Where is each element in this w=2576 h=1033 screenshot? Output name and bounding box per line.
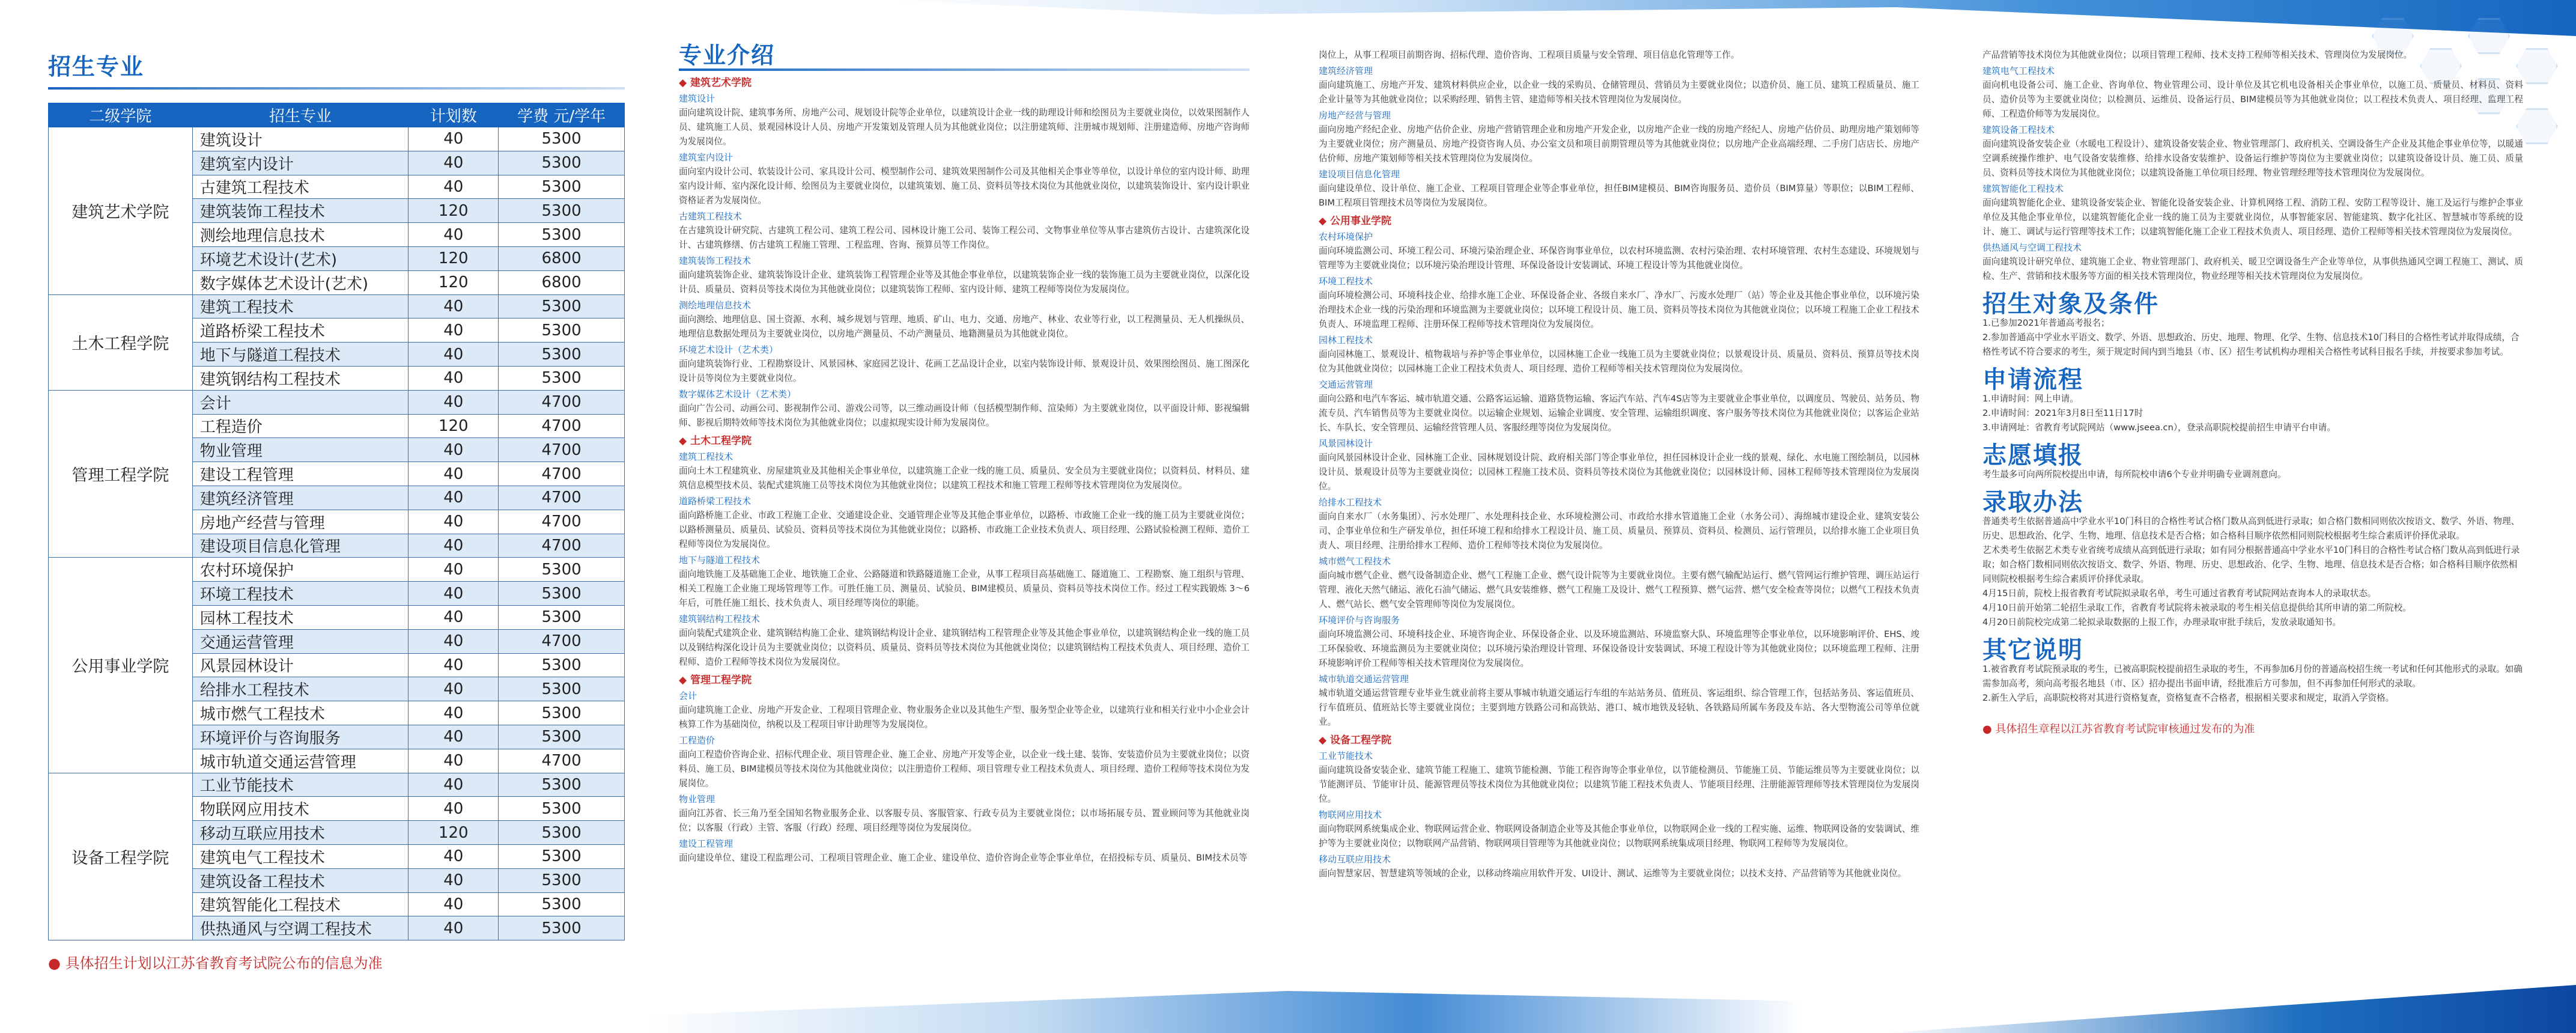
plan-cell: 40 xyxy=(409,366,499,390)
major-description: 城市轨道交通运营管理专业毕业生就业前将主要从事城市轨道交通运行车组的车站站务员、值班员、客运组织、综合管理工作，包括站务员、客运值班员、行车值班员、值班站长等主要就业岗位；主要到地方铁路公司和高铁站、港口、城市地铁及轻轨、各铁路局所属车务段及车站、各大型物流公司等单位就业。 xyxy=(1319,688,1919,727)
major-description: 面向建筑设备安装企业（水暖电工程设计）、建筑设备安装企业、物业管理部门、政府机关、空调设备生产企业及其他企事业单位等，以暖通空调系统操作维护、电气设备安装维修、给排水设备安装维护、设备运行维护等岗位为主要就业岗位；以建筑设备设计员、施工员、质量员、资料员等技术岗位为其他就业岗位；以建筑设备施工单位项目经理、物业管理经理等技术管理岗位为发展岗位。 xyxy=(1982,139,2523,178)
fee-cell: 5300 xyxy=(499,343,625,367)
fee-cell: 4700 xyxy=(499,749,625,773)
major-heading: 建筑电气工程技术 xyxy=(1982,66,2055,76)
major-heading: 给排水工程技术 xyxy=(1319,497,1382,508)
intro-column-3 xyxy=(1982,48,2523,737)
major-cell: 测绘地理信息技术 xyxy=(192,223,409,247)
table-row xyxy=(49,294,625,318)
major-cell: 交通运营管理 xyxy=(192,629,409,653)
plan-cell: 40 xyxy=(409,343,499,367)
fee-cell: 5300 xyxy=(499,175,625,199)
major-heading: 工程造价 xyxy=(679,735,715,746)
major-cell: 建筑室内设计 xyxy=(192,151,409,175)
plan-cell: 120 xyxy=(409,414,499,438)
section-line: 2.新生入学后，高职院校将对其进行资格复查，资格复查不合格者，根据相关要求和规定，取消入学资格。 xyxy=(1982,693,2395,703)
plan-cell: 40 xyxy=(409,701,499,725)
section-body xyxy=(1982,392,2523,435)
major-heading: 建设工程管理 xyxy=(679,838,734,849)
major-heading: 会计 xyxy=(679,690,697,701)
section-line: 4月20日前院校完成第二轮拟录取数据的上报工作，办理录取审批手续后，发放录取通知书。 xyxy=(1982,617,2342,627)
major-heading: 道路桥梁工程技术 xyxy=(679,496,752,507)
major-heading: 建筑设备工程技术 xyxy=(1982,124,2055,135)
major-cell: 物联网应用技术 xyxy=(192,797,409,821)
major-description: 面向建筑装饰企业、建筑装饰设计企业、建筑装饰工程管理企业等及其他企事业单位，以建筑装饰企业一线的装饰施工员为主要就业岗位，以深化设计员、质量员、资料员等技术岗位为其他就业岗位；以建筑装饰工程师、室内设计师、建筑工程师等岗位为发展岗位。 xyxy=(679,270,1250,294)
title-divider xyxy=(48,87,625,90)
plan-cell: 40 xyxy=(409,127,499,151)
plan-cell: 40 xyxy=(409,629,499,653)
section-line: 普通类考生依据普通高中学业水平10门科目的合格性考试合格门数从高到低进行录取；如合格门数相同则依次按语文、数学、外语、物理、历史、思想政治、化学、生物、地理、信息技术是否合格；如合格科目顺序依然相同则院校根据考生综合素质评价择优录取。 xyxy=(1982,516,2520,541)
title-divider xyxy=(679,69,1250,71)
fee-cell: 5300 xyxy=(499,605,625,629)
major-description: 面向环境监测公司、环境工程公司、环境污染治理企业、环保咨询事业单位，以农村环境监测、农村污染治理、农村环境管理、农村生态建设、环境规划与管理等为主要就业岗位；以环境污染治理设计管理、环保设备设计安装调试、环境工程设计等为其他就业岗位。 xyxy=(1319,246,1919,270)
major-heading: 工业节能技术 xyxy=(1319,751,1373,761)
major-cell: 建筑钢结构工程技术 xyxy=(192,366,409,390)
fee-cell: 5300 xyxy=(499,773,625,797)
major-cell: 建筑工程技术 xyxy=(192,294,409,318)
table-row xyxy=(49,127,625,151)
major-cell: 建筑智能化工程技术 xyxy=(192,892,409,916)
fee-cell: 4700 xyxy=(499,462,625,486)
major-description: 面向建设单位、建设工程监理公司、工程项目管理企业、施工企业、建设单位、造价咨询企业等企事业单位，在招投标专员、质量员、BIM技术员等 xyxy=(679,853,1248,863)
major-description: 面向智慧家居、智慧建筑等领域的企业，以移动终端应用软件开发、UI设计、测试、运维等为主要就业岗位；以技术支持、产品营销等为其他就业岗位。 xyxy=(1319,868,1907,879)
major-cell: 物业管理 xyxy=(192,438,409,462)
section-heading: 其它说明 xyxy=(1982,636,2083,664)
major-description: 面向装配式建筑企业、建筑钢结构施工企业、建筑钢结构设计企业、建筑钢结构工程管理企业等及其他企事业单位，以建筑钢结构企业一线的施工员以及钢结构深化设计员为主要就业岗位；以资料员、质量员、资料员等技术岗位为其他就业岗位；以建筑钢结构工程技术负责人、项目经理、造价工程师、造价工程师等技术岗位为发展岗位。 xyxy=(679,628,1250,667)
fee-cell: 5300 xyxy=(499,151,625,175)
major-description: 面向江苏省、长三角乃至全国知名物业服务企业、以客服专员、客服管家、行政专员为主要就业岗位；以市场拓展专员、置业顾问等为其他就业岗位；以客服（行政）主管、客服（行政）经理、项目经理等岗位为发展岗位。 xyxy=(679,808,1250,833)
major-heading: 数字媒体艺术设计（艺术类） xyxy=(679,389,797,400)
major-heading: 古建筑工程技术 xyxy=(679,211,743,222)
plan-cell: 40 xyxy=(409,677,499,701)
fee-cell: 5300 xyxy=(499,366,625,390)
major-cell: 房地产经营与管理 xyxy=(192,510,409,534)
major-description: 面向建筑智能化企业、建筑设备安装企业、智能化设备安装企业、计算机网络工程、消防工程、安防工程等设计、施工及运行与维护企事业单位及其他企事业单位，以建筑智能化企业一线的施工员为主要就业岗位，从事智能家居、智能建筑、数字化社区、智慧城市等系统的设计、施工、调试与运行管理等技术工作；以建筑智能化施工企业工程技术负责人、项目经理、造价工程师等相关技术管理岗位为发展岗位。 xyxy=(1982,198,2523,237)
section-heading: 申请流程 xyxy=(1982,366,2083,394)
major-cell: 建设工程管理 xyxy=(192,462,409,486)
fee-cell: 4700 xyxy=(499,390,625,414)
fee-cell: 5300 xyxy=(499,318,625,343)
fee-cell: 4700 xyxy=(499,629,625,653)
intro-title: 专业介绍 xyxy=(679,42,776,69)
intro-column-2 xyxy=(1319,48,1919,881)
plan-cell: 40 xyxy=(409,151,499,175)
plan-cell: 40 xyxy=(409,175,499,199)
plan-cell: 120 xyxy=(409,246,499,270)
fee-cell: 5300 xyxy=(499,199,625,223)
fee-cell: 4700 xyxy=(499,486,625,510)
major-heading: 物业管理 xyxy=(679,794,715,805)
plan-cell: 40 xyxy=(409,844,499,868)
fee-cell: 5300 xyxy=(499,916,625,940)
table-header-row xyxy=(49,103,625,127)
major-cell: 环境工程技术 xyxy=(192,582,409,606)
major-cell: 古建筑工程技术 xyxy=(192,175,409,199)
plan-cell: 40 xyxy=(409,605,499,629)
major-description: 面向工程造价咨询企业、招标代理企业、项目管理企业、施工企业、房地产开发等企业，以企业一线土建、装饰、安装造价员为主要就业岗位；以资料员、施工员、BIM建模员等技术岗位为其他就业岗位；以注册造价工程师、项目管理专业工程技术负责人、项目经理、造价工程师等技术岗位为发展岗位。 xyxy=(679,749,1250,788)
major-description: 面向城市燃气企业、燃气设备制造企业、燃气工程施工企业、燃气设计院等为主要就业岗位。主要有燃气输配站运行、燃气管网运行维护管理、调压站运行管理、液化天然气储运、液化石油气储运、燃气具安装维修、燃气工程施工及设计、燃气工程预算、燃气运营、燃气安全检查等岗位；以燃气工程技术负责人、燃气站长、燃气安全管理师等岗位为发展岗位。 xyxy=(1319,570,1919,609)
majors-table xyxy=(48,103,625,940)
college-cell: 管理工程学院 xyxy=(49,390,193,558)
major-heading: 地下与隧道工程技术 xyxy=(679,555,761,565)
section-body xyxy=(1982,662,2523,705)
major-description: 面向环境监测公司、环境科技企业、环境咨询企业、环保设备企业、以及环境监测站、环境监察大队、环境监理等企事业单位，以环境影响评价、EHS、竣工环保验收、环境监测员为主要就业岗位；以环境污染治理设计管理、环保设备设计安装调试、环境工程设计等为其他就业岗位；以环境监理工程师、注册环境影响评价工程师等相关技术管理岗位为发展岗位。 xyxy=(1319,629,1919,668)
major-heading: 建筑钢结构工程技术 xyxy=(679,614,761,624)
major-description: 面向建筑装饰行业、工程勘察设计、风景园林、家庭园艺设计、花画工艺品设计企业，以室内装饰设计师、景观设计员、效果图绘图员、施工图深化设计员等岗位为主要就业岗位。 xyxy=(679,359,1250,383)
major-description: 面向路桥施工企业、市政工程施工企业、交通建设企业、交通管理企业等及其他企事业单位，以路桥、市政施工企业一线的施工员为主要就业岗位；以路桥测量员、质量员、试验员、资料员等技术岗位为其他就业岗位；以路桥、市政施工企业技术负责人、项目经理、公路试验检测工程师、造价工程师等岗位为发展岗位。 xyxy=(679,510,1250,549)
section-line: 4月15日前，院校上报省教育考试院拟录取名单，考生可通过省教育考试院网站查询本人的录取状态。 xyxy=(1982,588,2377,599)
major-heading: 移动互联应用技术 xyxy=(1319,854,1391,865)
plan-footnote: ● 具体招生计划以江苏省教育考试院公布的信息为准 xyxy=(48,955,383,972)
header-major: 招生专业 xyxy=(192,103,409,127)
section-line: 1.被省教育考试院预录取的考生，已被高职院校提前招生录取的考生，不再参加6月份的普通高校招生统一考试和任何其他形式的录取。如确需参加高考，须向高考报名地县（市、区）招办提出书面申请，经批准后方可参加，但不再参加任何形式的录取。 xyxy=(1982,664,2523,689)
section-body xyxy=(1982,514,2523,630)
major-heading: 建筑设计 xyxy=(679,93,715,104)
major-cell: 移动互联应用技术 xyxy=(192,821,409,845)
major-description: 面向测绘、地理信息、国土资源、水利、城乡规划与管理、地质、矿山、电力、交通、房地产、林业、农业等行业，以工程测量员、无人机操纵员、地理信息数据处理员为主要就业岗位，以房地产测量员、不动产测量员、地籍测量员为其他就业岗位。 xyxy=(679,314,1250,339)
section-line: 4月10日前开始第二轮招生录取工作，省教育考试院将未被录取的考生相关信息提供给其所申请的第二所院校。 xyxy=(1982,603,2411,613)
major-description: 面向建筑设计研究单位、建筑施工企业、物业管理部门、政府机关、暖卫空调设备生产企业等单位，从事供热通风空调工程施工、测试、质检、生产、营销和技术服务等方面的相关技术管理岗位，物业经理等相关技术管理岗位为发展岗位。 xyxy=(1982,257,2523,281)
plan-cell: 40 xyxy=(409,223,499,247)
major-cell: 建筑设计 xyxy=(192,127,409,151)
major-heading: 建筑装饰工程技术 xyxy=(679,255,752,266)
fee-cell: 5300 xyxy=(499,677,625,701)
header-plan: 计划数 xyxy=(409,103,499,127)
major-cell: 农村环境保护 xyxy=(192,558,409,582)
plan-cell: 40 xyxy=(409,725,499,749)
major-description: 面向风景园林设计企业、园林施工企业、园林规划设计院、政府相关部门等企事业单位，担任园林设计企业一线的景观、绿化、水电施工图绘制员，以园林设计员、景观设计员等为主要就业岗位；以园林工程施工技术员、资料员等技术岗位为其他就业岗位；以园林设计师、园林工程师等技术管理岗位为发展岗位。 xyxy=(1319,453,1919,492)
major-description: 面向机电设备公司、施工企业、咨询单位、物业管理公司、设计单位及其它机电设备相关企事业单位，以施工员、质量员、材料员、资料员、造价员等为主要就业岗位；以检测员、运维员、设备运行员、BIM建模员等为其他就业岗位；以工程技术负责人、项目经理、监理工程师、工程造价师等为发展岗位。 xyxy=(1982,80,2523,119)
fee-cell: 5300 xyxy=(499,821,625,845)
plan-cell: 40 xyxy=(409,653,499,677)
fee-cell: 4700 xyxy=(499,510,625,534)
major-description: 面向土木工程建筑业、房屋建筑业及其他相关企事业单位，以建筑施工企业一线的施工员、质量员、安全员为主要就业岗位；以资料员、材料员、建筑信息模型技术员、装配式建筑施工员等技术岗位为其他就业岗位；以建筑工程技术和施工管理工程师等技术管理岗位为发展岗位。 xyxy=(679,466,1250,490)
major-cell: 数字媒体艺术设计(艺术) xyxy=(192,270,409,294)
major-cell: 建设项目信息化管理 xyxy=(192,534,409,558)
fee-cell: 6800 xyxy=(499,246,625,270)
plan-cell: 40 xyxy=(409,892,499,916)
major-cell: 建筑装饰工程技术 xyxy=(192,199,409,223)
major-heading: 建筑室内设计 xyxy=(679,152,734,163)
major-cell: 工程造价 xyxy=(192,414,409,438)
major-heading: 环境艺术设计（艺术类） xyxy=(679,344,779,355)
fee-cell: 5300 xyxy=(499,868,625,892)
major-cell: 给排水工程技术 xyxy=(192,677,409,701)
major-cell: 道路桥梁工程技术 xyxy=(192,318,409,343)
college-heading: ◆ 公用事业学院 xyxy=(1319,215,1391,227)
major-description: 面向房地产经纪企业、房地产估价企业、房地产营销管理企业和房地产开发企业，以房地产企业一线的房地产经纪人、房地产估价员、助理房地产策划师等为主要就业岗位；房产测量员、房地产投资咨询人员、办公室文员和项目前期管理员等为其他就业岗位；以房地产企业高端经理、二手房门店店长、房地产估价师、房地产策划师等相关技术管理岗位为发展岗位。 xyxy=(1319,124,1919,163)
college-heading: ◆ 土木工程学院 xyxy=(679,435,752,447)
fee-cell: 5300 xyxy=(499,701,625,725)
major-heading: 建筑工程技术 xyxy=(679,451,734,462)
major-cell: 会计 xyxy=(192,390,409,414)
charter-note: ● 具体招生章程以江苏省教育考试院审核通过发布的为准 xyxy=(1982,723,2255,736)
major-cell: 城市燃气工程技术 xyxy=(192,701,409,725)
major-cell: 建筑电气工程技术 xyxy=(192,844,409,868)
major-description: 面向园林施工、景观设计、植物栽培与养护等企事业单位，以园林施工企业一线施工员为主要就业岗位；以景观设计员、质量员、资料员、预算员等技术岗位为其他就业岗位；以园林施工企业工程技术负责人、项目经理、造价工程师等相关技术管理岗位为发展岗位。 xyxy=(1319,349,1919,374)
major-heading: 农村环境保护 xyxy=(1319,231,1373,242)
plan-cell: 40 xyxy=(409,294,499,318)
major-cell: 地下与隧道工程技术 xyxy=(192,343,409,367)
major-heading: 环境评价与咨询服务 xyxy=(1319,615,1400,626)
major-heading: 交通运营管理 xyxy=(1319,379,1373,390)
plan-cell: 40 xyxy=(409,797,499,821)
policy-sections xyxy=(1982,290,2523,705)
section-heading: 志愿填报 xyxy=(1982,442,2083,469)
plan-cell: 120 xyxy=(409,821,499,845)
major-description: 产品营销等技术岗位为其他就业岗位；以项目管理工程师、技术支持工程师等相关技术、管理岗位为发展岗位。 xyxy=(1982,50,2413,60)
major-description: 面向广告公司、动画公司、影视制作公司、游戏公司等，以三维动画设计师（包括模型制作师、渲染师）为主要就业岗位，以平面设计师、影视编辑师、影视后期特效师等技术岗位为其他就业岗位；以虚拟现实设计师为发展岗位。 xyxy=(679,403,1250,428)
major-cell: 园林工程技术 xyxy=(192,605,409,629)
fee-cell: 4700 xyxy=(499,438,625,462)
section-line: 1.已参加2021年普通高考报名； xyxy=(1982,318,2110,328)
fee-cell: 5300 xyxy=(499,653,625,677)
major-cell: 城市轨道交通运营管理 xyxy=(192,749,409,773)
section-line: 3.申请网址：省教育考试院网站（www.jseea.cn），登录高职院校提前招生申请平台申请。 xyxy=(1982,422,2336,433)
plan-cell: 40 xyxy=(409,318,499,343)
major-cell: 工业节能技术 xyxy=(192,773,409,797)
section-line: 考生最多可向两所院校提出申请，每所院校申请6个专业并明确专业调剂意向。 xyxy=(1982,469,2286,480)
college-cell: 土木工程学院 xyxy=(49,294,193,390)
major-description: 面向物联网系统集成企业、物联网运营企业、物联网设备制造企业等及其他企事业单位，以物联网企业一线的工程实施、运维、物联网设备的安装调试、维护等为主要就业岗位；以物联网产品营销、物联网项目管理等为其他就业岗位；以物联网系统集成项目经理、物联网工程师等为发展岗位。 xyxy=(1319,824,1919,849)
major-description: 面向地铁施工及基础施工企业、地铁施工企业、公路隧道和铁路隧道施工企业，从事工程项目高基础施工、隧道施工、工程勘察、施工组织与管理、相关工程施工企业施工现场管理等工作。可胜任施工员、测量员、试验员、BIM建模员、质量员、资料员等技术岗位工作。经过工程实践锻炼 3～6 年后，可胜任施工组长、技术负责人、项目经理等岗位的职能。 xyxy=(679,569,1250,608)
table-row xyxy=(49,773,625,797)
fee-cell: 4700 xyxy=(499,534,625,558)
table-row xyxy=(49,390,625,414)
fee-cell: 5300 xyxy=(499,582,625,606)
major-heading: 城市轨道交通运营管理 xyxy=(1319,674,1409,684)
section-heading: 录取办法 xyxy=(1982,489,2083,516)
major-description: 面向自来水厂（水务集团）、污水处理厂、水处理科技企业、水环境检测公司、市政给水排水管道施工企业（水务公司）、海绵城市建设企业、建筑安装公司、企事业单位和生产研发单位，担任环境工程和给排水工程设计员、施工员、质量员、预算员、资料员、检测员、运行管理员，以给排水施工企业项目负责人、项目经理、注册给排水工程师、造价工程师等技术岗位为发展岗位。 xyxy=(1319,511,1919,550)
college-heading: ◆ 设备工程学院 xyxy=(1319,734,1391,746)
college-heading: ◆ 建筑艺术学院 xyxy=(679,77,752,89)
admissions-title: 招生专业 xyxy=(48,53,145,80)
major-cell: 建筑经济管理 xyxy=(192,486,409,510)
section-heading: 招生对象及条件 xyxy=(1982,290,2159,318)
section-body xyxy=(1982,316,2523,359)
plan-cell: 40 xyxy=(409,582,499,606)
college-cell: 设备工程学院 xyxy=(49,773,193,940)
fee-cell: 5300 xyxy=(499,558,625,582)
major-description: 面向建筑设计院、建筑事务所、房地产公司、规划设计院等企业单位，以建筑设计企业一线的助理设计师和绘图员为主要就业岗位，以效果图制作人员、建筑施工人员、景观园林设计人员、房地产开发策划及管理人员为其他就业岗位；以注册建筑师、注册城市规划师、注册建造师、房地产咨询师为发展岗位。 xyxy=(679,108,1250,147)
section-body xyxy=(1982,468,2523,482)
major-cell: 建筑设备工程技术 xyxy=(192,868,409,892)
fee-cell: 5300 xyxy=(499,127,625,151)
plan-cell: 40 xyxy=(409,510,499,534)
college-cell: 建筑艺术学院 xyxy=(49,127,193,295)
fee-cell: 5300 xyxy=(499,294,625,318)
major-description: 面向建设单位、设计单位、施工企业、工程项目管理企业等企事业单位，担任BIM建模员、BIM咨询服务员、造价员（BIM算量）等职位；以BIM工程师、BIM工程项目管理技术员等岗位为发展岗位。 xyxy=(1319,183,1919,208)
plan-cell: 40 xyxy=(409,438,499,462)
college-cell: 公用事业学院 xyxy=(49,558,193,773)
section-line: 2.参加普通高中学业水平语文、数学、外语、思想政治、历史、地理、物理、化学、生物、信息技术10门科目的合格性考试并取得成绩，合格性考试不符合要求的考生，须于规定时间内到当地县（市、区）招生考试机构办理相关合格性考试科目报名手续，并按要求参加考试。 xyxy=(1982,332,2520,357)
college-heading: ◆ 管理工程学院 xyxy=(679,674,752,686)
fee-cell: 5300 xyxy=(499,844,625,868)
major-description: 面向室内设计公司、软装设计公司、家具设计公司、模型制作公司、建筑效果图制作公司及其他相关企事业等单位，以设计单位的室内设计师、助理室内设计师、室内深化设计师、绘图员为主要就业岗位，以建筑策划、施工员、资料员等技术岗位为其他就业岗位，以建筑装饰设计、室内设计职业资格证者为发展岗位。 xyxy=(679,166,1250,206)
fee-cell: 5300 xyxy=(499,797,625,821)
plan-cell: 120 xyxy=(409,199,499,223)
fee-cell: 5300 xyxy=(499,892,625,916)
major-cell: 环境评价与咨询服务 xyxy=(192,725,409,749)
plan-cell: 40 xyxy=(409,462,499,486)
table-row xyxy=(49,558,625,582)
major-description: 面向建筑设备安装企业、建筑节能工程施工、建筑节能检测、节能工程咨询等企事业单位，以节能检测员、节能施工员、节能运维员等为主要就业岗位；以节能测评员、节能审计员、能源管理员等技术岗位为其他就业岗位；以建筑节能工程技术负责人、节能项目经理、注册能源管理师等技术管理岗位为发展岗位。 xyxy=(1319,765,1919,804)
major-heading: 城市燃气工程技术 xyxy=(1319,556,1391,567)
intro-column-1-body xyxy=(679,76,1250,865)
major-description: 面向环境检测公司、环境科技企业、给排水施工企业、环保设备企业、各级自来水厂、净水厂、污废水处理厂（站）等企业及其他企事业单位，以环境污染治理技术企业一线的污染治理和环境监测为主要就业岗位；以环境工程设计员、施工员、资料员等技术岗位为其他就业岗位；以环境工程施工企业工程技术负责人、环境监理工程师、注册环保工程师等技术管理岗位为发展岗位。 xyxy=(1319,290,1919,329)
header-college: 二级学院 xyxy=(49,103,193,127)
section-line: 1.申请时间：网上申请。 xyxy=(1982,394,2079,404)
fee-cell: 6800 xyxy=(499,270,625,294)
plan-cell: 40 xyxy=(409,749,499,773)
plan-cell: 40 xyxy=(409,868,499,892)
major-heading: 物联网应用技术 xyxy=(1319,809,1382,820)
fee-cell: 4700 xyxy=(499,414,625,438)
intro-column-3-body xyxy=(1982,48,2523,284)
plan-cell: 40 xyxy=(409,773,499,797)
major-heading: 房地产经营与管理 xyxy=(1319,110,1391,121)
major-cell: 环境艺术设计(艺术) xyxy=(192,246,409,270)
major-heading: 环境工程技术 xyxy=(1319,276,1373,287)
header-decoration xyxy=(877,0,2576,36)
intro-column-2-body xyxy=(1319,48,1919,881)
major-cell: 风景园林设计 xyxy=(192,653,409,677)
intro-column-1 xyxy=(679,42,1250,865)
plan-cell: 40 xyxy=(409,534,499,558)
majors-table-body xyxy=(49,127,625,940)
major-description: 岗位上，从事工程项目前期咨询、招标代理、造价咨询、工程项目质量与安全管理、项目信息化管理等工作。 xyxy=(1319,50,1740,60)
major-heading: 建设项目信息化管理 xyxy=(1319,169,1400,180)
fee-cell: 5300 xyxy=(499,223,625,247)
major-heading: 建筑经济管理 xyxy=(1319,66,1373,76)
section-line: 2.申请时间：2021年3月8日至11日17时 xyxy=(1982,408,2143,418)
header-fee: 学费 元/学年 xyxy=(499,103,625,127)
fee-cell: 5300 xyxy=(499,725,625,749)
major-description: 面向建筑施工企业、房地产开发企业、工程项目管理企业、物业服务企业以及其他生产型、服务型企业等企业，以建筑行业和相关行业中小企业会计核算工作为基础岗位，纳税以及工程项目审计助理等为发展岗位。 xyxy=(679,705,1250,730)
major-heading: 建筑智能化工程技术 xyxy=(1982,183,2064,194)
section-line: 艺术类考生依据艺术类专业省统考成绩从高到低进行录取；如有同分根据普通高中学业水平10门科目的合格性考试合格门数从高到低进行录取；如合格门数相同则依次按语文、数学、外语、物理、历史、思想政治、化学、生物、地理、信息技术是否合格；如合格科目顺序依然相同则院校根据考生综合素质评价择优录取。 xyxy=(1982,545,2520,584)
major-heading: 供热通风与空调工程技术 xyxy=(1982,242,2082,253)
major-description: 面向建筑施工、房地产开发、建筑材料供应企业，以企业一线的采购员、仓储管理员、营销员为主要就业岗位；以造价员、施工员、建筑工程质量员、施工企业计量等为其他就业岗位；以采购经理、销售主管、建造师等相关技术管理岗位为发展岗位。 xyxy=(1319,80,1919,105)
major-cell: 供热通风与空调工程技术 xyxy=(192,916,409,940)
admissions-panel xyxy=(48,48,625,972)
plan-cell: 120 xyxy=(409,270,499,294)
major-heading: 风景园林设计 xyxy=(1319,438,1373,449)
major-description: 在古建筑设计研究院、古建筑工程公司、建筑工程公司、园林设计施工公司、装饰工程公司、文物事业单位等从事古建筑仿古设计、古建筑深化设计、古建筑修缮、仿古建筑工程施工管理、工程监理、咨询、预算员等工作岗位。 xyxy=(679,225,1250,250)
major-heading: 园林工程技术 xyxy=(1319,335,1373,346)
plan-cell: 40 xyxy=(409,390,499,414)
plan-cell: 40 xyxy=(409,916,499,940)
plan-cell: 40 xyxy=(409,558,499,582)
plan-cell: 40 xyxy=(409,486,499,510)
major-heading: 测绘地理信息技术 xyxy=(679,300,752,311)
major-description: 面向公路和电汽车客运、城市轨道交通、公路客运运输、道路货物运输、客运汽车站、汽车4S店等为主要就业企事业单位，以调度员、驾驶员、站务员、物流专员、汽车销售员等为主要就业岗位。以运输企业规划、运输企业调度、安全管理、运输组织调度、客户服务等技术岗位为其他就业岗位；以客运企业站长、车队长、安全管理员、运输经营管理人员、客服经理等岗位为发展岗位。 xyxy=(1319,394,1919,433)
